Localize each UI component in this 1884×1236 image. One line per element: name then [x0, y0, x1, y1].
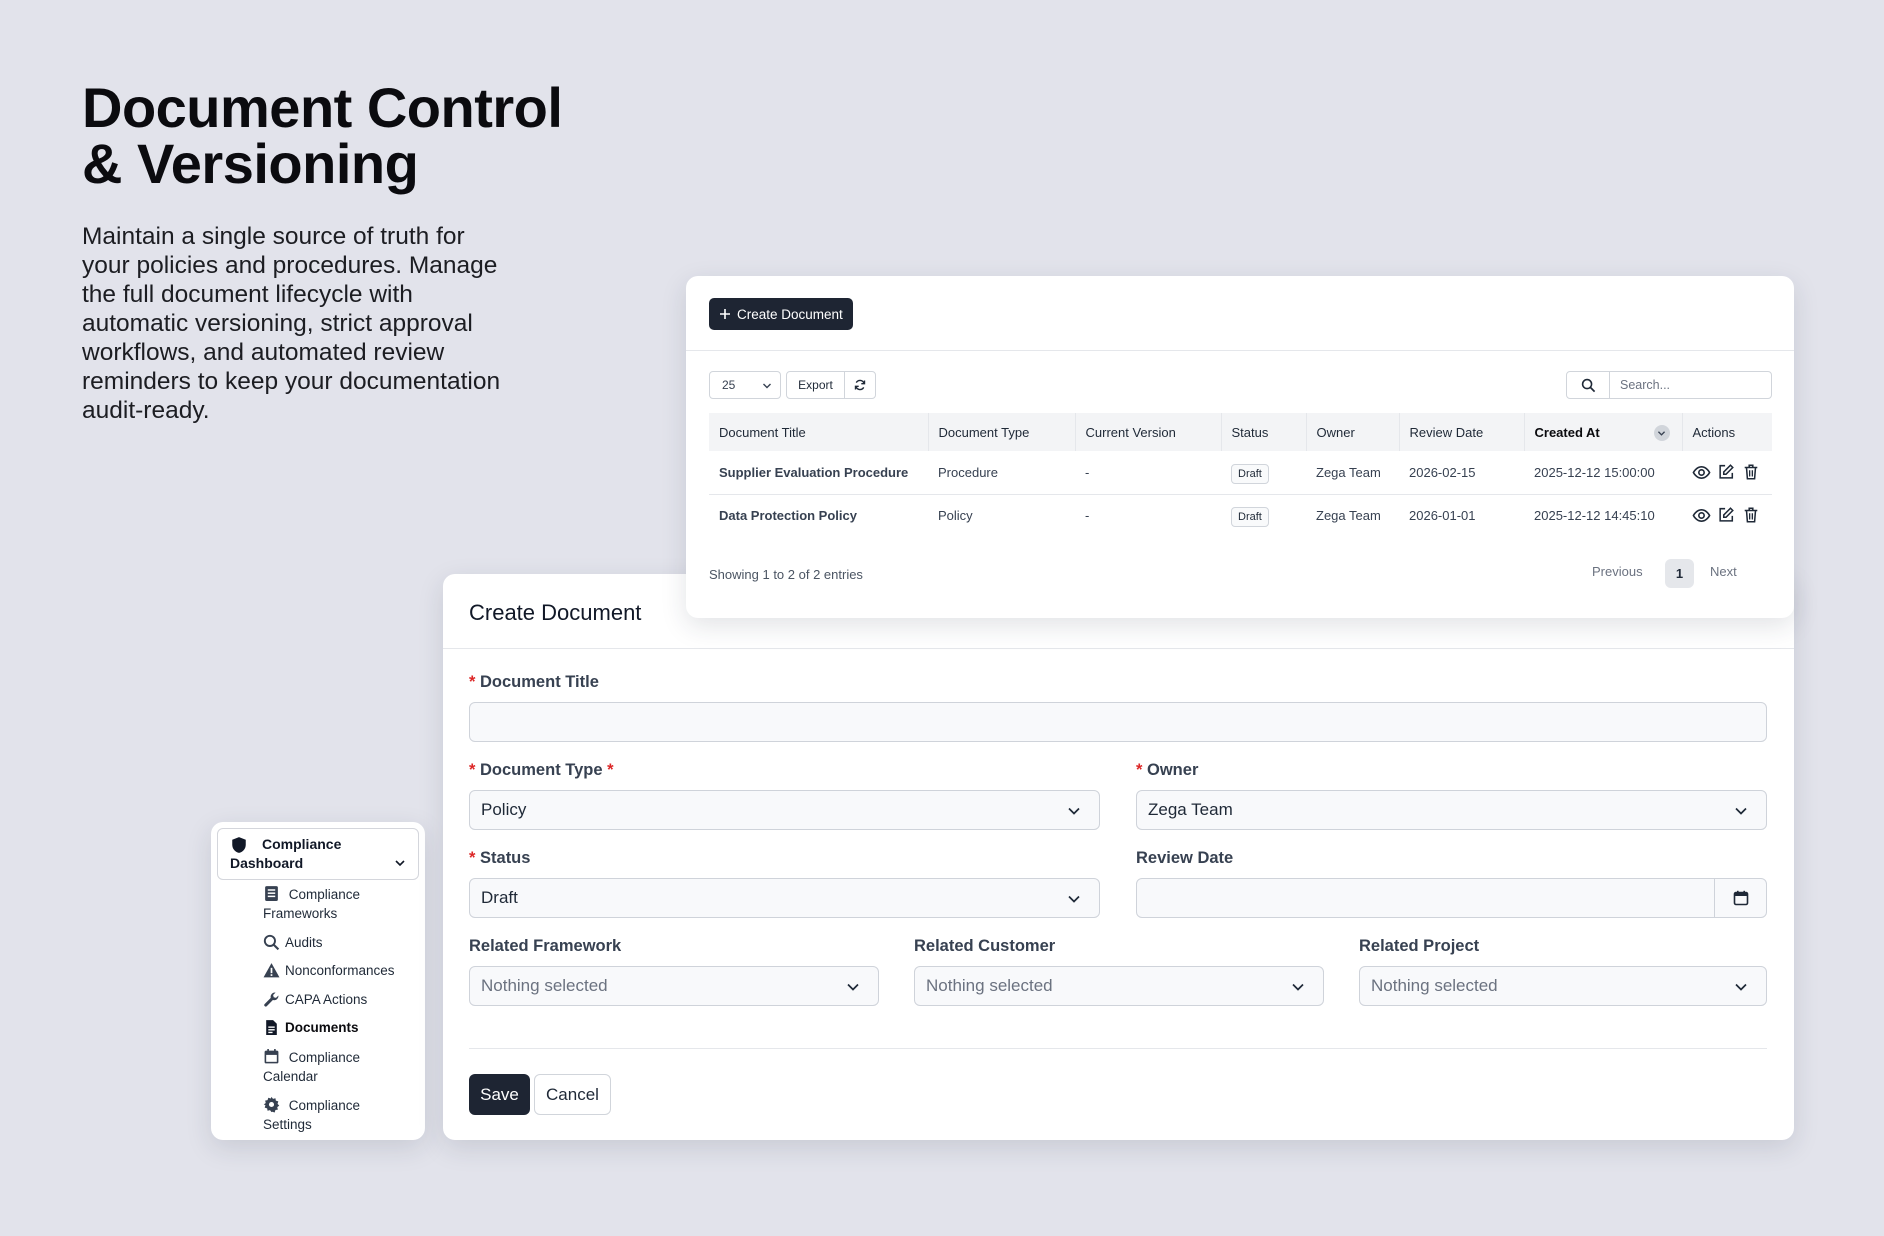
related-framework-select[interactable] — [469, 966, 879, 1006]
sidebar-header-label-line1: Compliance — [262, 836, 342, 852]
cell-document-type: Procedure — [928, 451, 1075, 494]
documents-table-card — [686, 276, 1794, 618]
search-button[interactable] — [1566, 371, 1610, 399]
chevron-down-icon — [1734, 981, 1748, 993]
hero-title-line2: & Versioning — [82, 132, 419, 195]
cell-created-at: 2025-12-12 15:00:00 — [1524, 451, 1682, 494]
related-project-value: Nothing selected — [1371, 976, 1498, 995]
sidebar-item-label-line2: Settings — [263, 1117, 312, 1132]
table-info: Showing 1 to 2 of 2 entries — [709, 567, 863, 582]
document-type-value: Policy — [481, 800, 527, 819]
chevron-down-icon — [762, 382, 772, 390]
divider — [686, 350, 1794, 351]
book-icon — [263, 885, 280, 902]
sidebar-item-label: Compliance — [288, 887, 361, 902]
sidebar-header-compliance-dashboard[interactable] — [217, 828, 419, 880]
sidebar-item-label: Nonconformances — [285, 963, 395, 978]
documents-table — [709, 413, 1772, 537]
delete-icon[interactable] — [1742, 506, 1761, 525]
cell-current-version: - — [1085, 508, 1090, 524]
status-select[interactable] — [469, 878, 1100, 918]
divider — [469, 1048, 1767, 1049]
review-date-label: Review Date — [1136, 849, 1234, 867]
chevron-down-icon — [1067, 805, 1081, 817]
sidebar-item-label: Compliance — [288, 1098, 361, 1113]
column-header-owner[interactable]: Owner — [1306, 413, 1399, 451]
refresh-button[interactable] — [844, 371, 876, 399]
search-input[interactable] — [1609, 371, 1772, 399]
shield-icon — [230, 836, 248, 854]
calendar-icon — [1733, 890, 1749, 906]
page-length-value: 25 — [722, 378, 736, 392]
related-customer-select[interactable] — [914, 966, 1324, 1006]
table-header-row — [709, 413, 1772, 451]
column-header-document-type[interactable]: Document Type — [928, 413, 1075, 451]
edit-icon[interactable] — [1717, 506, 1736, 525]
warning-icon — [263, 962, 280, 979]
sidebar-item-documents[interactable] — [263, 1018, 419, 1037]
sort-desc-icon — [1654, 425, 1670, 441]
column-header-label: Created At — [1534, 424, 1600, 440]
status-badge: Draft — [1231, 464, 1269, 484]
plus-icon — [719, 308, 731, 320]
status-label: * Status — [469, 849, 531, 867]
cell-actions — [1682, 451, 1772, 494]
table-row — [709, 451, 1772, 494]
wrench-icon — [263, 991, 280, 1008]
view-icon[interactable] — [1692, 463, 1711, 482]
create-document-button[interactable] — [709, 298, 853, 330]
review-date-input[interactable] — [1136, 878, 1767, 918]
related-customer-value: Nothing selected — [926, 976, 1053, 995]
sidebar-card — [211, 822, 425, 1140]
hero-title — [82, 76, 642, 195]
sidebar-item-label: CAPA Actions — [285, 991, 368, 1007]
cell-owner: Zega Team — [1316, 508, 1381, 524]
cell-owner: Zega Team — [1306, 451, 1399, 494]
save-button[interactable]: Save — [469, 1074, 530, 1115]
sidebar-item-label: Compliance — [288, 1049, 361, 1065]
column-header-review-date[interactable]: Review Date — [1399, 413, 1524, 451]
owner-value: Zega Team — [1148, 800, 1233, 819]
edit-icon[interactable] — [1717, 463, 1736, 482]
hero-title-line1: Document Control — [82, 76, 563, 139]
document-title-label: * Document Title — [469, 673, 599, 691]
document-type-select[interactable] — [469, 790, 1100, 830]
create-document-form — [443, 574, 1794, 1140]
status-value: Draft — [481, 888, 518, 907]
cell-review-date: 2026-01-01 — [1409, 508, 1476, 524]
hero-description: Maintain a single source of truth for your policies and procedures. Manage the full document lifecycle with automatic versioning, strict approval workflows, and automated review reminders to keep your documentation audit-ready. — [82, 223, 501, 424]
file-icon — [263, 1019, 280, 1036]
sidebar-item-compliance-frameworks[interactable] — [263, 884, 419, 923]
cell-status — [1221, 451, 1306, 494]
sidebar-header-label-line2: Dashboard — [230, 855, 304, 871]
sidebar-item-audits[interactable] — [263, 933, 419, 952]
calendar-icon — [263, 1048, 280, 1065]
pagination-next[interactable]: Next — [1710, 564, 1737, 579]
column-header-actions: Actions — [1682, 413, 1772, 451]
sidebar-item-capa-actions[interactable] — [263, 990, 419, 1009]
sidebar-item-label: Audits — [285, 934, 323, 950]
gear-icon — [263, 1096, 280, 1113]
sidebar-item-nonconformances[interactable] — [263, 961, 419, 980]
cell-status — [1221, 494, 1306, 537]
table-row — [709, 494, 1772, 537]
owner-label: * Owner — [1136, 761, 1199, 779]
related-framework-value: Nothing selected — [481, 976, 608, 995]
column-header-document-title[interactable]: Document Title — [709, 413, 928, 451]
sidebar-menu — [217, 880, 419, 1134]
view-icon[interactable] — [1692, 506, 1711, 525]
pagination-previous[interactable]: Previous — [1592, 564, 1643, 579]
export-button[interactable]: Export — [786, 371, 845, 399]
cell-document-type: Policy — [938, 508, 973, 524]
chevron-down-icon — [1067, 893, 1081, 905]
search-icon — [1581, 378, 1596, 393]
sidebar-item-compliance-calendar[interactable] — [263, 1047, 419, 1086]
chevron-down-icon — [1291, 981, 1305, 993]
status-badge: Draft — [1231, 507, 1269, 527]
related-framework-label: Related Framework — [469, 937, 622, 955]
refresh-icon — [854, 379, 866, 391]
owner-select[interactable] — [1136, 790, 1767, 830]
cell-review-date: 2026-02-15 — [1399, 451, 1524, 494]
chevron-down-icon — [846, 981, 860, 993]
sidebar-item-label-line2: Calendar — [263, 1068, 318, 1084]
cell-created-at: 2025-12-12 14:45:10 — [1534, 508, 1655, 524]
column-header-created-at[interactable] — [1524, 413, 1682, 451]
document-type-label: * Document Type * — [469, 761, 614, 779]
cell-document-title: Data Protection Policy — [719, 508, 857, 524]
cell-current-version: - — [1075, 451, 1221, 494]
sidebar-item-label-line2: Frameworks — [263, 906, 338, 921]
column-header-current-version[interactable]: Current Version — [1075, 413, 1221, 451]
chevron-down-icon — [1734, 805, 1748, 817]
calendar-button[interactable] — [1714, 879, 1766, 917]
delete-icon[interactable] — [1742, 463, 1761, 482]
related-customer-label: Related Customer — [914, 937, 1056, 955]
column-header-status[interactable]: Status — [1221, 413, 1306, 451]
pagination-page-1[interactable]: 1 — [1665, 559, 1694, 588]
page-length-select[interactable] — [709, 371, 781, 399]
cancel-button[interactable]: Cancel — [534, 1074, 611, 1115]
create-document-label: Create Document — [737, 306, 843, 322]
document-title-input[interactable] — [469, 702, 1767, 742]
sidebar-item-compliance-settings[interactable] — [263, 1095, 419, 1134]
cell-document-title: Supplier Evaluation Procedure — [709, 451, 928, 494]
related-project-label: Related Project — [1359, 937, 1480, 955]
chevron-down-icon — [394, 857, 406, 869]
search-icon — [263, 934, 280, 951]
divider — [443, 648, 1794, 649]
form-title: Create Document — [469, 600, 642, 625]
related-project-select[interactable] — [1359, 966, 1767, 1006]
cell-actions — [1682, 494, 1772, 537]
sidebar-item-label: Documents — [285, 1020, 359, 1035]
